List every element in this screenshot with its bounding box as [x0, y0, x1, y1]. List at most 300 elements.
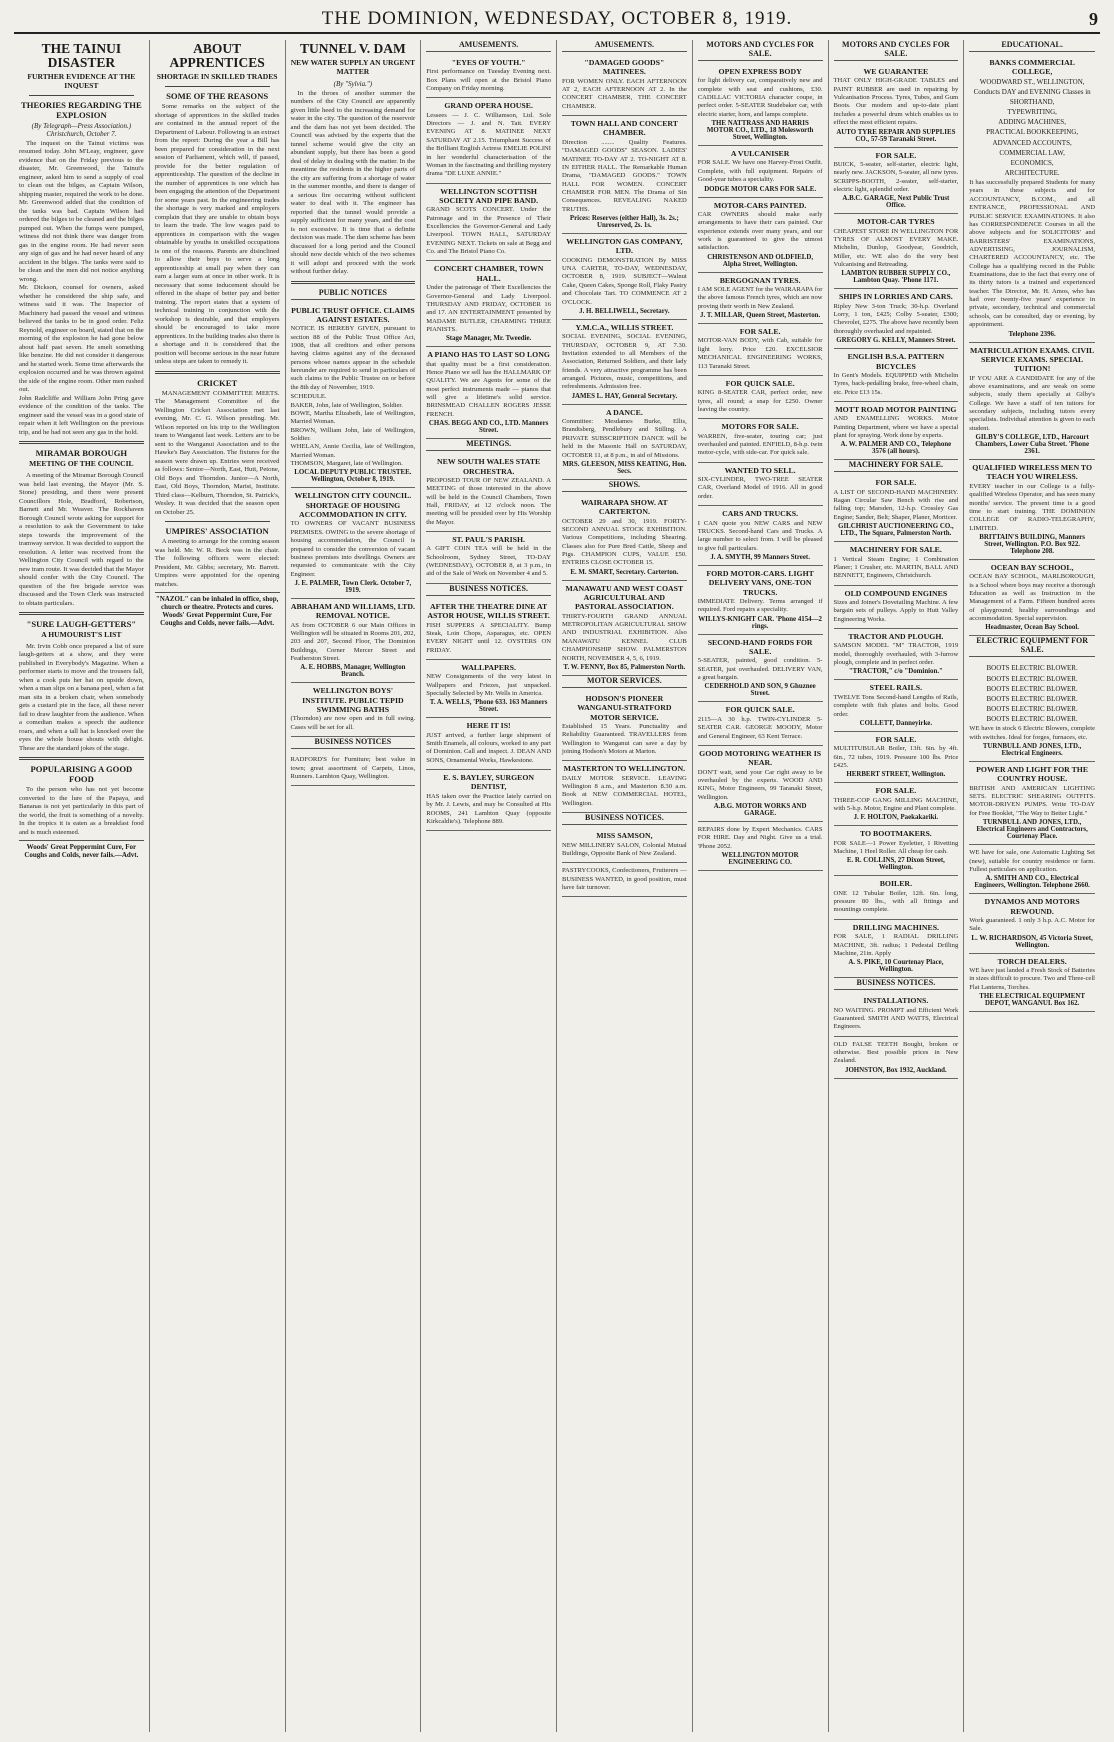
ad-boiler-sale — [834, 732, 959, 783]
ad-dance — [562, 405, 687, 480]
ad-body: THAT ONLY HIGH-GRADE TABLES and PAINT RUBBER are used in repairing by Vulcanisation Process. Tyres, Tubes, and Gum Boots. Our modern and up-to-date plant includes a powerful drum which enables us to effect the most efficient repairs. — [833, 77, 959, 127]
ad-signature: A.B.C. GARAGE, Next Public Trust Office. — [842, 195, 950, 210]
ad-here-it-is — [426, 718, 551, 770]
ad-signature: AUTO TYRE REPAIR AND SUPPLIES CO., 57-59 Taranaki Street. — [836, 128, 956, 143]
ad-body: 5-SEATER, painted, good condition. 5-SEATER, just overhauled. DELIVERY VAN, a great bargain. — [697, 657, 823, 682]
ad-heading: "EYES OF YOUTH." — [451, 58, 526, 67]
ad-heading: WELLINGTON CITY COUNCIL. SHORTAGE OF HOUSING ACCOMMODATION IN CITY. — [294, 491, 412, 520]
ad-heading: WALLPAPERS. — [461, 662, 516, 672]
ad-blower-list: BOOTS ELECTRIC BLOWER. BOOTS ELECTRIC BLOWER. BOOTS ELECTRIC BLOWER. BOOTS ELECTRIC BLOWER. BOOTS ELECTRIC BLOWER. BOOTS ELECTRIC BLOWER. — [986, 664, 1078, 724]
ad-body: MOTOR-VAN BODY, with Cab, suitable for light lorry. Price £20. EXCELSIOR MECHANICAL ENGINEERING WORKS, 113 Taranaki Street. — [697, 337, 823, 370]
notice-swimming-baths — [291, 683, 416, 737]
ad-body: (Thorndon) are now open and in full swing. Cases will be set for all. — [290, 715, 416, 731]
ad-signature: JOHNSTON, Box 1932, Auckland. — [845, 1066, 947, 1074]
ad-heading: MOTOR-CARS PAINTED. — [713, 200, 807, 210]
ad-machinery-sale — [834, 542, 959, 585]
ad-bootmakers — [834, 826, 959, 876]
subhead-shortage: SHORTAGE IN SKILLED TRADES — [156, 72, 278, 82]
ad-heading: AFTER THE THEATRE DINE AT ASTOR HOUSE, WILLIS STREET. — [427, 601, 550, 621]
ad-body: DAILY MOTOR SERVICE. LEAVING Wellington 8 a.m., and Masterton 8.30 a.m. Book at NEW COMMERCIAL HOTEL, Wellington. — [562, 774, 687, 807]
ad-signature: A. W. PALMER AND CO., Telephone 3576 (all hours). — [840, 441, 952, 456]
headline-apprentices: ABOUT APPRENTICES — [169, 41, 265, 71]
ad-bsa-bicycles — [834, 349, 959, 402]
ad-heading: ST. PAUL'S PARISH. — [452, 535, 526, 545]
section-motor-services: MOTOR SERVICES. — [562, 676, 687, 688]
ad-signature: Telephone 2396. — [1008, 330, 1056, 338]
section-public-notices: PUBLIC NOTICES — [291, 288, 416, 300]
ad-body: Ripley New 3-ton Truck; 30-h.p. Overland Lorry, 1 ton, £425; Colby 5-seater, £300; Chevrolet, £275. The above have recently been thoroughly overhauled and repainted. — [833, 302, 959, 335]
ad-heading: MACHINERY FOR SALE. — [849, 545, 942, 555]
section-cricket: CRICKET — [197, 377, 238, 388]
ad-wallpapers — [426, 660, 551, 718]
ad-milling-machine — [834, 783, 959, 826]
ad-heading: MANAWATU AND WEST COAST AGRICULTURAL AND PASTORAL ASSOCIATION. — [565, 583, 684, 612]
ad-heading: TO BOOTMAKERS. — [859, 829, 932, 839]
ad-body: HAS taken over the Practice lately carried on by Mr. J. Lewis, and may be Consulted at His ROOMS, 241 Lambton Quay (opposite Kirkcaldie's). Telephone 889. — [426, 792, 551, 825]
ad-grand-opera-house — [426, 98, 551, 183]
masthead — [14, 6, 1100, 34]
section-motors-cycles: MOTORS AND CYCLES FOR SALE. — [698, 40, 823, 61]
peppermint-ad: Woods' Great Peppermint Cure, For Coughs and Colds, never fails.—Advt. — [19, 840, 144, 859]
ad-heading: MOTT ROAD MOTOR PAINTING — [835, 404, 957, 414]
ad-body: OCTOBER 29 and 30, 1919. FORTY-SECOND ANNUAL STOCK EXHIBITION. Various Competitions, including Shearing. Classes also for Pure Bred Cattle, Sheep and Pigs. CHAMPION CUPS, VALUE £50. ENTRIES CLOSE OCTOBER 15. — [562, 517, 687, 567]
ad-heading: CARS AND TRUCKS. — [722, 509, 799, 519]
ad-body: I AM SOLE AGENT for the WAIRARAPA for the above famous French tyres, which are now proving their worth in New Zealand. — [697, 286, 823, 310]
ad-ocean-bay-school — [969, 560, 1095, 637]
ad-body: 1 Vertical Steam Engine; 1 Combination Planer; 1 Crusher, etc. MARTIN, BALL AND BENNETT, Engineers, Christchurch. — [833, 555, 959, 580]
section-electric-equipment: ELECTRIC EQUIPMENT FOR SALE. — [969, 636, 1095, 657]
section-business-notices: BUSINESS NOTICES. — [562, 813, 687, 825]
section-umpires: UMPIRES' ASSOCIATION — [165, 526, 269, 537]
ad-six-cylinder — [698, 463, 823, 506]
ad-false-teeth — [834, 1037, 959, 1079]
ad-signature: WILLYS-KNIGHT CAR. 'Phone 4154—2 rings. — [698, 615, 822, 630]
ad-body: First performance on Tuesday Evening next. Box Plans will open at the Bristol Piano Company on Friday morning. — [426, 68, 551, 93]
ad-body: Sizes and Joiner's Dovetailing Machine. A few bargain sets of pulleys. Apply to Hutt Valley Engineering Works. — [833, 598, 959, 623]
ad-buick-sale — [834, 148, 959, 215]
ad-damaged-goods-matinees — [562, 55, 687, 116]
ad-heading: MATRICULATION EXAMS. CIVIL SERVICE EXAMS. SPECIAL TUITION! — [969, 345, 1095, 374]
ad-body: WARREN, five-seater, touring car; just overhauled and painted. ENFIELD, 8-h.p. twin motor-cycle, with side-car. For quick sale. — [697, 432, 823, 457]
ad-body: TO OWNERS OF VACANT BUSINESS PREMISES. OWING to the severe shortage of housing accommodation, the Council is prepared to consider the conversion of vacant business premises into dwellings. Owners are requested to communicate with the City Engineer. — [290, 520, 416, 578]
ad-body: I CAN quote you NEW CARS and NEW TRUCKS. Second-hand Cars and Trucks. A large number to select from. I will be pleased to give full particulars. — [697, 519, 823, 552]
ad-body: AS from OCTOBER 6 our Main Offices in Wellington will be situated in Rooms 201, 202, 203 and 207, Second Floor, The Dominion Buildings, Corner Mercer Street and Featherston Street. — [290, 621, 416, 663]
ad-signature: E. R. COLLINS, 27 Dixon Street, Wellington. — [846, 857, 945, 872]
ad-signature: Stage Manager, Mr. Tweedie. — [445, 335, 532, 343]
ad-lighting-set — [969, 845, 1095, 894]
ad-body: SIX-CYLINDER, TWO-TREE SEATER CAR, Overland Model of 1916. All in good order. — [697, 476, 823, 500]
ad-body: Lessees — J. C. Williamson, Ltd. Sole Directors — J. and N. Tait. EVERY EVENING AT 8. MATINEE NEXT SATURDAY AT 2.15. Triumphant Success of the Brilliant English Actress EMELIE POLINI in her wonderful characterisation of the Woman in the fascinating and thrilling mystery drama "DE LUXE ANNIE." — [426, 111, 551, 178]
ad-matriculation — [969, 343, 1095, 461]
ad-heading: TRACTOR AND PLOUGH. — [848, 632, 944, 642]
section-amusements: AMUSEMENTS. — [426, 40, 551, 52]
ad-heading: TOWN HALL AND CONCERT CHAMBER. — [570, 119, 678, 138]
ad-express-body — [698, 64, 823, 146]
ad-body: PROPOSED TOUR OF NEW ZEALAND. A MEETING of those interested in the above will be held in the Council Chambers, Town Hall, FRIDAY, at 12 o'clock noon. The meeting will be presided over by His Worship the Mayor. — [426, 476, 551, 526]
article-body-umpires: A meeting to arrange for the coming season was held. Mr. W. R. Beck was in the chair. The following officers were elected: President, Mr. Gibbs; secretary, Mr. Barrett. Umpires were appointed for the opening matches. — [154, 538, 280, 588]
ad-heading: TORCH DEALERS. — [997, 956, 1067, 966]
ad-heading: FOR SALE. — [875, 150, 917, 160]
ad-power-light — [969, 762, 1095, 845]
ad-body: AND ENAMELLING WORKS. Motor Painting Department, where we have a special plant for spraying. Work done by experts. — [833, 415, 959, 440]
section-good-food: POPULARISING A GOOD FOOD — [30, 764, 133, 785]
ad-signature: "TRACTOR," c/o "Dominion." — [848, 668, 943, 676]
column-educational — [964, 40, 1100, 1732]
ad-body: FOR SALE—1 Power Eyeletter, 1 Rivetting Machine, 1 Heel Roller. All cheap for cash. — [833, 839, 959, 856]
ad-body: CHEAPEST STORE IN WELLINGTON FOR TYRES OF ALMOST EVERY MAKE. Michelin, Dunlop, Goodyear, Goodrich, Miller, etc. WE also do the very best Vulcanising and Retreading. — [833, 227, 959, 269]
ad-heading: STEEL RAILS. — [869, 683, 923, 693]
ad-prices: Prices: Reserves (either Hall), 3s. 2s.; Unreserved, 2s. 1s. — [569, 215, 679, 230]
ad-banks-college — [969, 55, 1095, 343]
ad-motor-painting — [834, 402, 959, 460]
ad-second-hand-machinery — [834, 475, 959, 542]
ad-body: Established 15 Years. Punctuality and Reliability Guaranteed. TRAVELLERS from Wellington to Wanganui can save a day by joining Hodson's Motors at Marton. — [562, 722, 687, 756]
ad-body: NOTICE IS HEREBY GIVEN, pursuant to section 88 of the Public Trust Office Act, 1908, that all creditors and other persons having claims against any of the deceased persons whose names appear in the schedule hereunder are required to send in particulars of such claims to the Public Trustee on or before the 8th day of November, 1919. — [290, 325, 416, 391]
ad-signature: WELLINGTON MOTOR ENGINEERING CO. — [721, 852, 799, 867]
ad-concert-chamber — [426, 261, 551, 347]
ad-signature: A. S. PIKE, 10 Courtenay Place, Wellington. — [848, 959, 944, 974]
ad-heading: PUBLIC TRUST OFFICE. CLAIMS AGAINST ESTATES. — [291, 305, 415, 324]
section-motors-cycles: MOTORS AND CYCLES FOR SALE. — [834, 40, 959, 61]
ad-heading: FOR QUICK SALE. — [725, 378, 795, 388]
ad-wireless — [969, 460, 1095, 560]
ad-heading: CONCERT CHAMBER, TOWN HALL. — [433, 264, 544, 283]
divider — [155, 371, 280, 374]
ad-body: FISH SUPPERS A SPECIALITY. Bump Steak, Loin Chops, Asparagus, etc. OPEN EVERY NIGHT until 12. OYSTERS ON FRIDAY. — [426, 621, 551, 654]
ad-heading: OCEAN BAY SCHOOL, — [990, 562, 1074, 572]
ad-body: KING 8-SEATER CAR, perfect order, new tyres, all round; a snap for £250. Owner leaving the country. — [697, 389, 823, 413]
ad-heading: WELLINGTON GAS COMPANY, LTD. — [566, 237, 683, 256]
ad-manawatu-show — [562, 581, 687, 676]
section-reasons: SOME OF THE REASONS — [166, 91, 269, 102]
section-laugh-getters: "SURE LAUGH-GETTERS" — [26, 619, 137, 629]
ad-body: FOR SALE. We have one Harvey-Frost Outfit. Complete, with full equipment. Repairs of Good-year tubes a speciality. — [697, 159, 823, 184]
ad-course-list: WOODWARD ST., WELLINGTON, Conducts DAY and EVENING Classes in SHORTHAND, TYPEWRITING, ADDING MACHINES, PRACTICAL BOOKKEEPING, ADVANCED ACCOUNTS, COMMERCIAL LAW, ECONOMICS, ARCHITECTURE. — [973, 77, 1091, 177]
ad-pastrycooks — [562, 863, 687, 897]
ad-compound-engines — [834, 586, 959, 629]
ad-signature: THE NATTRASS AND HARRIS MOTOR CO., LTD., 18 Molesworth Street, Wellington. — [706, 120, 814, 142]
ad-signature: Headmaster, Ocean Bay School. — [985, 624, 1079, 632]
ad-signature: THE ELECTRICAL EQUIPMENT DEPOT, WANGANUI. Box 162. — [979, 993, 1085, 1008]
ad-body: OLD FALSE TEETH Bought, broken or otherwise. Best possible prices in New Zealand. — [833, 1040, 959, 1065]
ad-vulcaniser — [698, 146, 823, 197]
ad-body: GRAND SCOTS CONCERT. Under the Patronage and in the Presence of Their Excellencies the Governor-General and Lady Liverpool. TOWN HALL, SATURDAY EVENING NEXT. Tickets on sale at Begg and Co. and The Bristol Piano Co. — [426, 206, 551, 256]
ad-heading: GRAND OPERA HOUSE. — [444, 101, 533, 111]
ad-body: CAR OWNERS should make early arrangements to have their cars painted. Our experience extends over many years, and our work is guaranteed to give the utmost satisfaction. — [697, 210, 823, 252]
ad-king-car — [698, 376, 823, 419]
section-amusements: AMUSEMENTS. — [562, 40, 687, 52]
ad-body: FOR SALE, 1 RADIAL DRILLING MACHINE, 3ft. radius; 1 Pedestal Drilling Machine, 21in. Apply — [833, 933, 959, 957]
ad-bergougnan-tyres — [698, 273, 823, 324]
notice-public-trust — [291, 303, 416, 489]
headline-tunnel-dam: TUNNEL V. DAM — [300, 41, 406, 56]
ad-signature: LAMBTON RUBBER SUPPLY CO., Lambton Quay. 'Phone 1171. — [841, 270, 951, 285]
section-meetings: MEETINGS. — [426, 439, 551, 451]
ad-heading: FOR SALE. — [875, 478, 917, 488]
ad-signature: J. F. HOLTON, Paekakariki. — [853, 814, 939, 822]
ad-heading: MASTERTON TO WELLINGTON. — [563, 764, 686, 774]
article-body-tainui: The inquest on the Tainui victims was resumed today. John M'Leay, engineer, gave evidence that on the Friday previous to the disaster, Mr. Greenwood, the Tainui's engineer, asked him to send a supply of coal to clean out the bilges, as Captain Wilson, shipping master, required the work to be done. Mr. Greenwood added that the condition of the tanks was bad. Captain Wilson had ordered the bilges to be cleaned and the bilges pumped out. When the fumps were pumped, witness did not think there was danger from gas in the engine room. He had never seen any sign of gas and he had never heard of any accident in the bilges. The tanks were said to be clean and the men did not notice anything wrong. Mr. Dickson, counsel for owners, asked whether he considered the ship safe, and witness said it was. The Inspector of Machinery had passed the vessel and witness believed the tanks to be in good order. Feliz Reynold, engineer on board, stated that on the morning of the explosion he had gone below about half past seven. He smelt something like benzine. He did not consider it dangerous and he started work. Some time afterwards the explosion occurred and he was thrown against the side of the engine room. Other men rushed out. John Radcliffe and William John Pring gave evidence of the condition of the tanks. The engineer said the vessel was in a good state of repair when it left Wellington on the previous trip, and he had not seen any gas in the hold. — [19, 139, 144, 436]
divider — [19, 441, 144, 444]
divider — [165, 86, 270, 87]
column-motors-1 — [693, 40, 829, 1732]
ad-motoring-weather — [698, 746, 823, 822]
subhead-inquest: FURTHER EVIDENCE AT THE INQUEST — [27, 72, 136, 91]
newspaper-title: THE DOMINION, WEDNESDAY, OCTOBER 8, 1919. — [321, 8, 793, 29]
column-apprentices — [150, 40, 286, 1732]
ad-motor-car-tyres — [834, 214, 959, 289]
ad-heading: HODSON'S PIONEER WANGANUI-STRATFORD MOTOR SERVICE. — [577, 693, 672, 722]
ad-drilling-machines — [834, 920, 959, 978]
ad-body: TWELVE Tons Second-hand Lengths of Rails, complete with fish plates and bolts. Good order. — [833, 693, 959, 718]
ad-st-pauls — [426, 532, 551, 584]
ad-body: NEW Consignments of the very latest in Wallpapers and Friezes, just unpacked. Specially Selected by Mr. Wells in America. — [426, 673, 551, 697]
ad-masterton-service — [562, 761, 687, 813]
ad-signature: CHAS. BEGG AND CO., LTD. Manners Street. — [428, 420, 549, 435]
ad-body: REPAIRS done by Expert Mechanics. CARS FOR HIRE. Day and Night. Give us a trial. 'Phone 2052. — [697, 826, 823, 850]
ad-radfords — [291, 752, 416, 786]
ad-body: BRITISH AND AMERICAN LIGHTING SETS. ELECTRIC SHEARING OUTFITS. MOTOR-DRIVEN PUMPS. Write TO-DAY for Free Booklet, "The Way to Better Light." — [969, 784, 1095, 817]
ad-signature: MRS. GLEESON, MISS KEATING, Hon. Secs. — [562, 460, 687, 475]
ad-body: A GIFT COIN TEA will be held in the Schoolroom, Sydney Street, TO-DAY (WEDNESDAY), OCTOBER 8, at 3 p.m., in aid of the Sale of Work on November 4 and 5. — [426, 545, 551, 578]
ad-heading: NEW SOUTH WALES STATE ORCHESTRA. — [437, 457, 541, 476]
headline-tainui-disaster: THE TAINUI DISASTER — [41, 41, 122, 71]
ad-heading: GOOD MOTORING WEATHER IS NEAR. — [699, 748, 822, 768]
ad-signature: DODGE MOTOR CARS FOR SALE. — [704, 185, 817, 193]
byline: (By "Sylvia.") — [333, 79, 373, 88]
ad-body: WE have just landed a Fresh Stock of Batteries in sizes difficult to procure. Two and Three-cell Flat Lanterns, Torches. — [969, 966, 1095, 991]
column-tunnel-dam — [286, 40, 422, 1732]
ad-heading: BOILER. — [879, 879, 913, 889]
ad-body: COOKING DEMONSTRATION By MISS UNA CARTER, TO-DAY, WEDNESDAY, OCTOBER 8, 1919. SUBJECT—Walnut Cake, Queen Cakes, Sponge Roll, Flaky Pastry and Chocolate Tart. TO COMMENCE AT 2 O'CLOCK. — [562, 256, 687, 306]
ad-heading: A VULCANISER — [730, 149, 790, 159]
ad-heading: SECOND-HAND FORDS FOR SALE. — [707, 637, 813, 657]
ad-signature: CEDERHOLD AND SON, 9 Ghuznee Street. — [704, 683, 816, 698]
ad-signature: HERBERT STREET, Wellington. — [846, 771, 946, 779]
divider — [165, 521, 270, 522]
ad-body: ONE 12 Tubular Boiler, 12ft. 6in. long, pressure 80 lbs., with all fittings and mountings complete. — [833, 889, 959, 914]
ad-we-guarantee — [834, 64, 959, 148]
section-business-notices: BUSINESS NOTICES. — [834, 978, 959, 990]
ad-signature: CHRISTENSON AND OLDFIELD, Alpha Street, Wellington. — [707, 253, 814, 268]
ad-body: IMMEDIATE Delivery. Terms arranged if required. Ford repairs a speciality. — [697, 597, 823, 614]
ad-heading: MOTOR-CAR TYRES — [857, 217, 935, 227]
ad-signature: LOCAL DEPUTY PUBLIC TRUSTEE. Wellington, October 8, 1919. — [294, 469, 412, 484]
ad-signature: J. H. BELLIWELL, Secretary. — [579, 307, 670, 315]
ad-signature: J. T. MILLAR, Queen Street, Masterton. — [700, 312, 821, 320]
ad-heading: SHIPS IN LORRIES AND CARS. — [839, 292, 953, 302]
ad-body: 2115—A 30 h.p. TWIN-CYLINDER 5-SEATER CAR. GEORGE MOODY, Motor and General Engineer, 63 Kent Terrace. — [697, 715, 823, 740]
ad-signature: A. SMITH AND CO., Electrical Engineers, Wellington. Telephone 2660. — [974, 875, 1090, 890]
ad-body: A LIST OF SECOND-HAND MACHINERY. Ragan Circular Saw Bench with rise and falling top; Marsden, 12-h.p. Crossley Gas Engine; Sander, Belt; Shaper, Planer, Morticer. — [833, 488, 959, 521]
ad-heading: Y.M.C.A., WILLIS STREET. — [575, 322, 674, 332]
ad-dynamos-motors — [969, 894, 1095, 953]
ad-piano — [426, 347, 551, 439]
ad-signature: JAMES L. HAY, General Secretary. — [571, 392, 678, 400]
section-business-notices: BUSINESS NOTICES — [291, 737, 416, 749]
ad-heading: FOR SALE. — [739, 327, 781, 337]
ad-ymca — [562, 320, 687, 405]
divider — [29, 95, 134, 96]
ad-heading: E. S. BAYLEY, SURGEON DENTIST, — [443, 773, 535, 792]
ad-signature: A.B.G. MOTOR WORKS AND GARAGE. — [713, 803, 807, 818]
byline: (By Telegraph—Press Association.) Christchurch, October 7. — [31, 121, 132, 138]
ad-ford-motor-cars — [698, 566, 823, 635]
article-body-cricket: MANAGEMENT COMMITTEE MEETS. The Management Committee of the Wellington Cricket Association met last evening, Mr. C. G. Wilson presiding. Mr. Wilson reported on his trip to the Wellington team to Wanganui last week. Letters are to be sent to the Wanganui Association and to the Hawke's Bay Association. The fixtures for the season were drawn up. Entries were received as follows: Senior—North, East, Hutt, Petone, Old Boys and Thorndon. Junior—A North, East, Old Boys, Thorndon, Marist, Institute. Third class—Kelburn, Thorndon, St. Patrick's, Wesley. It was decided that the season open on October 25. — [154, 389, 280, 516]
ad-motor-van-body — [698, 324, 823, 376]
column-motors-2 — [829, 40, 965, 1732]
ad-heading: A PIANO HAS TO LAST SO LONG — [427, 350, 550, 360]
section-shows: SHOWS. — [562, 480, 687, 492]
article-body-apprentices: Some remarks on the subject of the shortage of apprentices in the skilled trades are contained in the annual report of the Department of Labour. Following is an extract from the report: During the year a Bill has been prepared for consideration in the next session of Parliament, which will, if passed, provide for the better regulation of apprenticeship. The question of the decline in the number of apprentices is one which has been engaging the attention of the Department for some years past. In the engineering trades the shortage is very marked and employers complain that they are unable to obtain boys to learn the trade. The low wages paid to apprentices in comparison with the wages obtainable by youths in unskilled occupations is one of the reasons. Parents are disinclined to allow their boys to serve a long apprenticeship at small pay when they can earn a larger sum at once in other work. It is necessary that some inducement should be offered in the shape of better pay and better training. The report states that a system of technical training in conjunction with the workshop is desirable, and that employers should be encouraged to take more apprentices. In the building trades also there is a shortage and it is considered that the position will become serious in the near future unless steps are taken to remedy it. — [154, 103, 280, 366]
ad-heading: ENGLISH B.S.A. PATTERN BICYCLES — [847, 352, 945, 371]
ad-heading: ABRAHAM AND WILLIAMS, LTD. REMOVAL NOTICE. — [290, 601, 415, 621]
article-body-laugh: Mr. Irvin Cobb once prepared a list of sure laugh-getters at a show, and they were published in Everybody's Magazine. When a performer starts to move and the trousers fall, when a cook puts her hat on upside down, when a man slips on a banana peel, when a fat man sits in a broken chair, when somebody gets a custard pie in the face, all these never fail to draw laughter from the audience. When a comedian makes a speech the audience roars, and when a tall hat is knocked over the eyes the whole house shouts with delight. These are the standard jokes of the stage. — [19, 642, 144, 752]
divider — [19, 757, 144, 760]
ad-tractor-plough — [834, 629, 959, 680]
ad-body: In Gent's Models. EQUIPPED with Michelin Tyres, back-pedalling brake, free-wheel chain, etc. Price £13 15s. — [833, 371, 959, 396]
ad-electric-blowers — [969, 660, 1095, 762]
subhead-water-supply: NEW WATER SUPPLY AN URGENT MATTER — [290, 58, 416, 76]
ad-body: SAMSON MODEL "M" TRACTOR, 1919 model, thoroughly overhauled, with 3-furrow plough, complete and in perfect order. — [833, 642, 959, 667]
ad-steel-rails — [834, 680, 959, 731]
page-number: 9 — [1089, 8, 1098, 29]
ad-body: PASTRYCOOKS, Confectioners, Fruiterers — BUSINESS WANTED, in good position, must have fair turnover. — [562, 867, 687, 891]
ad-body: SOCIAL EVENING, SOCIAL EVENING, THURSDAY, OCTOBER 9, AT 7.30. Invitation extended to all Members of the Association, Returned Soldiers, and their lady friends. A very attractive programme has been arranged. Pictures, music, competitions, and refreshments. Admission free. — [562, 333, 687, 391]
ad-installations — [834, 993, 959, 1036]
section-miramar: MIRAMAR BOROUGH — [35, 448, 128, 459]
ad-torch-dealers — [969, 954, 1095, 1012]
ad-heading: FOR SALE. — [875, 734, 917, 744]
section-business-notices: BUSINESS NOTICES. — [426, 584, 551, 596]
ad-body: THIRTY-FOURTH GRAND ANNUAL METROPOLITAN AGRICULTURAL SHOW AND INDUSTRIAL EXHIBITION. Also MANAWATU KENNEL CLUB CHAMPIONSHIP SHOW. PALMERSTON NORTH, NOVEMBER 4, 5, 6, 1919. — [562, 612, 687, 662]
ad-scottish-society — [426, 184, 551, 262]
ad-body: MULTITUBULAR Boiler, 13ft. 6in. by 4ft. 6in., 72 tubes, 1919. Pressure 100 lbs. Price £425. — [833, 745, 959, 769]
ad-heading: "DAMAGED GOODS" MATINEES. — [584, 58, 665, 77]
ad-body: RADFORD'S for Furniture; best value in town; great assortment of Carpets, Linos, Runners. Lambton Quay, Wellington. — [290, 756, 416, 780]
ad-heading: DYNAMOS AND MOTORS REWOUND. — [984, 897, 1080, 916]
ad-body: for light delivery car, comparatively new and complete with seat and cushions, £30. CADILLAC VICTORIA character coupe, in perfect order. 5-SEATER Studebaker car, with electric starter, horn, and lamps complete. — [697, 77, 823, 118]
ad-body: FOR WOMEN ONLY. EACH AFTERNOON AT 2, EACH AFTERNOON AT 2. In the CONCERT CHAMBER, THE CONCERT CHAMBER. — [562, 77, 687, 110]
ad-heading: POWER AND LIGHT FOR THE COUNTRY HOUSE. — [976, 765, 1089, 784]
column-tainui — [14, 40, 150, 1732]
ad-signature: E. M. SMART, Secretary. Carterton. — [570, 568, 679, 576]
ad-signature: GREGORY G. KELLY, Manners Street. — [836, 337, 956, 345]
ad-boiler — [834, 876, 959, 919]
article-body-tunnel: In the throes of another summer the numbers of the City Council are apparently given little heed to the increasing demand for water in the city. The question of the reservoir and the dam has not yet been decided. The Council was advised by the experts that the tunnel scheme would give the city an abundant supply, but there has been a good deal of delay in dealing with the matter. In the meantime the residents in the higher parts of the city are suffering from a shortage of water in the summer months, and there is danger of a serious fire occurring without sufficient water to deal with it. The engineer has reported that the tunnel would provide a supply sufficient for many years, and the cost is not excessive. It is time that a definite decision was made. The dam scheme has been discussed for a long period and the Council should now decide which of the two schemes it will adopt and proceed with the work without further delay. — [290, 89, 416, 276]
ad-body: NO WAITING. PROMPT and Efficient Work Guaranteed. SMITH AND WATTS, Electrical Engineers. — [833, 1006, 959, 1031]
ad-body: Under the patronage of Their Excellencies the Governor-General and Lady Liverpool. THURSDAY AND FRIDAY, OCTOBER 16 and 17. AN ENTERTAINMENT presented by MADAME BUTLER, CHARMING THREE PIANISTS. — [426, 284, 551, 333]
divider — [291, 281, 416, 284]
ad-heading: OPEN EXPRESS BODY — [718, 67, 802, 76]
ad-signature: GILCHRIST AUCTIONEERING CO., LTD., The Square, Palmerston North. — [838, 523, 954, 538]
ad-gas-company — [562, 234, 687, 320]
ad-signature: TURNBULL AND JONES, LTD., Electrical Engineers. — [982, 743, 1082, 758]
ad-signature: BRITTAIN'S BUILDING, Manners Street, Wellington. P.O. Box 922. Telephone 208. — [979, 533, 1085, 555]
ad-heading: WAIRARAPA SHOW. AT CARTERTON. — [581, 497, 668, 517]
ad-body: Direction ........ Quality Features. "DAMAGED GOODS" SEASON. LADIES' MATINEE TO-DAY AT 2. TO-NIGHT AT 8. IN EITHER HALL. The Remarkable Human Drama, "DAMAGED GOODS." TOWN HALL FOR WOMEN. CONCERT CHAMBER FOR MEN. The Drama of Sin Consequences. REVEALING NAKED TRUTHS. — [562, 138, 687, 213]
divider — [19, 612, 144, 615]
subhead-council-meeting: MEETING OF THE COUNCIL — [29, 459, 134, 469]
ad-motors-sale — [698, 419, 823, 462]
ad-cars-painted — [698, 198, 823, 273]
ad-body: EVERY teacher in our College is a fully-qualified Wireless Operator, and has seen many months' service. The present time is a good time to start training. THE DOMINION COLLEGE OF RADIO-TELEGRAPHY, LIMITED. — [969, 482, 1095, 532]
ad-signature: GILBY'S COLLEGE, LTD., Harcourt Chambers, Lower Cuba Street. 'Phone 2361. — [975, 434, 1090, 456]
ad-second-hand-fords — [698, 635, 823, 703]
ad-heading: OLD COMPOUND ENGINES — [844, 588, 948, 598]
ad-heading: INSTALLATIONS. — [863, 996, 929, 1006]
ad-heading: WE GUARANTEE — [863, 67, 929, 76]
ad-heading: WELLINGTON SCOTTISH SOCIETY AND PIPE BAND. — [439, 186, 539, 205]
column-amusements-2 — [557, 40, 693, 1732]
ad-body: WE have in stock 6 Electric Blowers, complete with switches. Ideal for forges, furnaces, etc. — [969, 725, 1095, 741]
ad-signature: T. A. WELLS, 'Phone 633. 163 Manners Street. — [429, 699, 548, 714]
ad-signature: A. E. HOBBS, Manager, Wellington Branch. — [300, 664, 406, 679]
ad-heading: BANKS COMMERCIAL COLLEGE, — [989, 58, 1075, 77]
section-machinery: MACHINERY FOR SALE. — [834, 460, 959, 472]
ad-quick-sale — [698, 702, 823, 745]
ad-body: OCEAN BAY SCHOOL, MARLBOROUGH, is a School where boys may receive a thorough Education as well as Instruction in the Management of a Farm. Fifteen hundred acres of playground; healthy surroundings and accommodation. Special supervision. — [969, 573, 1095, 623]
ad-schedule: SCHEDULE. BAKER, John, late of Wellington, Soldier. BOWE, Martha Elizabeth, late of Wellington, Married Woman. BROWN, William John, late of Wellington, Soldier. WHELAN, Annie Cecilia, late of Wellington, Married Woman. THOMSON, Margaret, late of Wellington. — [290, 393, 416, 468]
ad-heading: BERGOGNAN TYRES. — [719, 275, 801, 285]
ad-heading: FORD MOTOR-CARS. LIGHT DELIVERY VANS, ONE-TON TRUCKS. — [706, 568, 814, 597]
ad-body: Work guaranteed. 1 only 3 h.p. A.C. Motor for Sale. — [969, 916, 1095, 933]
ad-body: BUICK, 5-seater, self-starter, electric light, nearly new. JACKSON, 5-seater, all new tyres. SCRIPPS-BOOTH, 2-seater, self-starter, electric light, splendid order. — [833, 160, 959, 193]
ad-body: JUST arrived, a further large shipment of Smith Enamels, all colours, worked to any part of Dominion. Call and inspect. J. DEAN AND SONS, Ornamental Works, Hawkestone. — [426, 731, 551, 764]
ad-town-hall — [562, 116, 687, 234]
ad-repairs — [698, 822, 823, 871]
nazol-ad: "NAZOL" can be inhaled in office, shop, church or theatre. Protects and cures. Woods' Great Peppermint Cure, For Coughs and Colds, never fails.—Advt. — [155, 592, 280, 627]
ad-signature: T. W. FENNY, Box 85, Palmerston North. — [563, 663, 686, 671]
ad-eyes-of-youth — [426, 55, 551, 98]
ad-heading: FOR SALE. — [875, 786, 917, 796]
ad-nsw-orchestra — [426, 454, 551, 532]
ad-body: THREE-COP GANG MILLING MACHINE, with 5-h.p. Motor, Engine and Plant complete. — [833, 796, 959, 812]
ad-heading: MISS SAMSON, — [596, 831, 653, 841]
ad-body: that quality must be a first consideration. Hence Piano we sell has the HALLMARK OF QUALITY. We are Agents for some of the most perfect instruments made — pianos that will give a lifetime's solid service. BRINSMEAD CHALLEN ROGERS JESSE FRENCH. — [426, 360, 551, 418]
ad-heading: WANTED TO SELL. — [724, 465, 796, 475]
ad-heading: MOTORS FOR SALE. — [721, 422, 799, 432]
ad-signature: L. W. RICHARDSON, 45 Victoria Street, Wellington. — [971, 934, 1093, 949]
ad-wairarapa-show — [562, 495, 687, 581]
ad-body: DON'T wait, send your Car right away to be overhauled by the experts. WOOD AND KING, Motor Engineers, 99 Taranaki Street, Wellington. — [697, 768, 823, 801]
column-amusements-1 — [421, 40, 557, 1732]
ad-signature: J. A. SMYTH, 99 Manners Street. — [710, 553, 810, 561]
ad-heading: A DANCE. — [605, 407, 643, 417]
ad-cars-trucks — [698, 506, 823, 566]
ad-body: NEW MILLINERY SALON, Colonial Mutual Buildings, Opposite Bank of New Zealand. — [562, 841, 687, 857]
ad-body: WE have for sale, one Automatic Lighting Set (new), suitable for country residence or farm. Fullest particulars on application. — [969, 849, 1095, 873]
ad-hodsons-motors — [562, 691, 687, 761]
ad-heading: DRILLING MACHINES. — [852, 922, 939, 932]
ad-astor-house — [426, 599, 551, 660]
ad-signature: J. E. PALMER, Town Clerk. October 7, 1919. — [294, 579, 412, 594]
ad-signature: TURNBULL AND JONES, LTD., Electrical Engineers and Contractors, Courtenay Place. — [976, 819, 1088, 841]
ad-dentist — [426, 770, 551, 831]
subhead-humourist: A HUMOURIST'S LIST — [41, 630, 122, 639]
ad-signature: COLLETT, Danneyirke. — [859, 719, 933, 727]
ad-lorries-cars — [834, 289, 959, 349]
notice-city-council — [291, 488, 416, 599]
article-body-miramar: A meeting of the Miramar Borough Council was held last evening, the Mayor (Mr. S. Stone) presiding, and there were present Councillors Hole, Bradford, Robertson, Barnett and Mr. Weaver. The Rockhaven Borough Council wrote asking for support for a resolution to ask the Government to take steps towards the improvement of the tramway service. It was decided to support the resolution. A letter was received from the Wellington City Council with regard to the new tram route. It was decided that the Mayor should confer with the City Council. The question of the fire brigade service was discussed and the Town Clerk was instructed to obtain particulars. — [19, 472, 144, 607]
ad-heading: FOR QUICK SALE. — [725, 705, 795, 715]
ad-heading: WELLINGTON BOYS' INSTITUTE. PUBLIC TEPID SWIMMING BATHS — [302, 686, 404, 715]
ad-miss-samson — [562, 828, 687, 863]
ad-heading: QUALIFIED WIRELESS MEN TO TEACH YOU WIRELESS. — [972, 463, 1093, 482]
ad-heading: HERE IT IS! — [466, 721, 511, 731]
section-educational: EDUCATIONAL. — [969, 40, 1095, 52]
section-theories: THEORIES REGARDING THE EXPLOSION — [21, 99, 142, 120]
